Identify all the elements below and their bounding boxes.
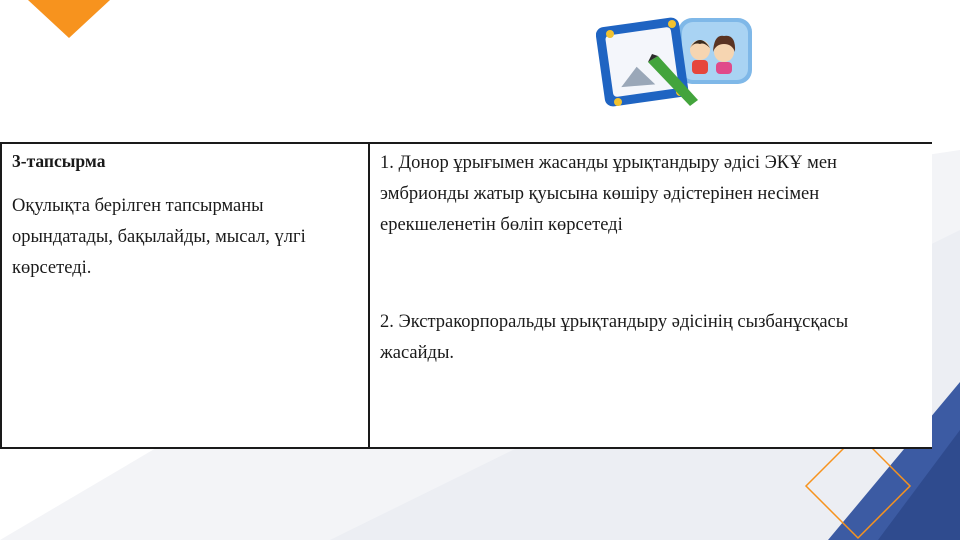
task-title: 3-тапсырма [12, 151, 106, 171]
task-table [0, 142, 932, 449]
orange-diamond-icon [28, 0, 110, 38]
table-row [1, 143, 932, 448]
task-description-cell [1, 143, 369, 448]
task-item-2: 2. Экстракорпоральды ұрықтандыру әдісінің сызбанұсқасы жасайды. [380, 312, 849, 363]
drawing-board-children-icon [596, 14, 756, 110]
task-item-1: 1. Донор ұрығымен жасанды ұрықтандыру әдісі ЭКҰ мен эмбрионды жатыр қуысына көшіру әдістерінен несімен ерекшеленетін бөліп көрсетеді [380, 153, 837, 235]
task-description: Оқулықта берілген тапсырманы орындатады, бақылайды, мысал, үлгі көрсетеді. [12, 196, 306, 278]
task-items-cell [369, 143, 932, 448]
